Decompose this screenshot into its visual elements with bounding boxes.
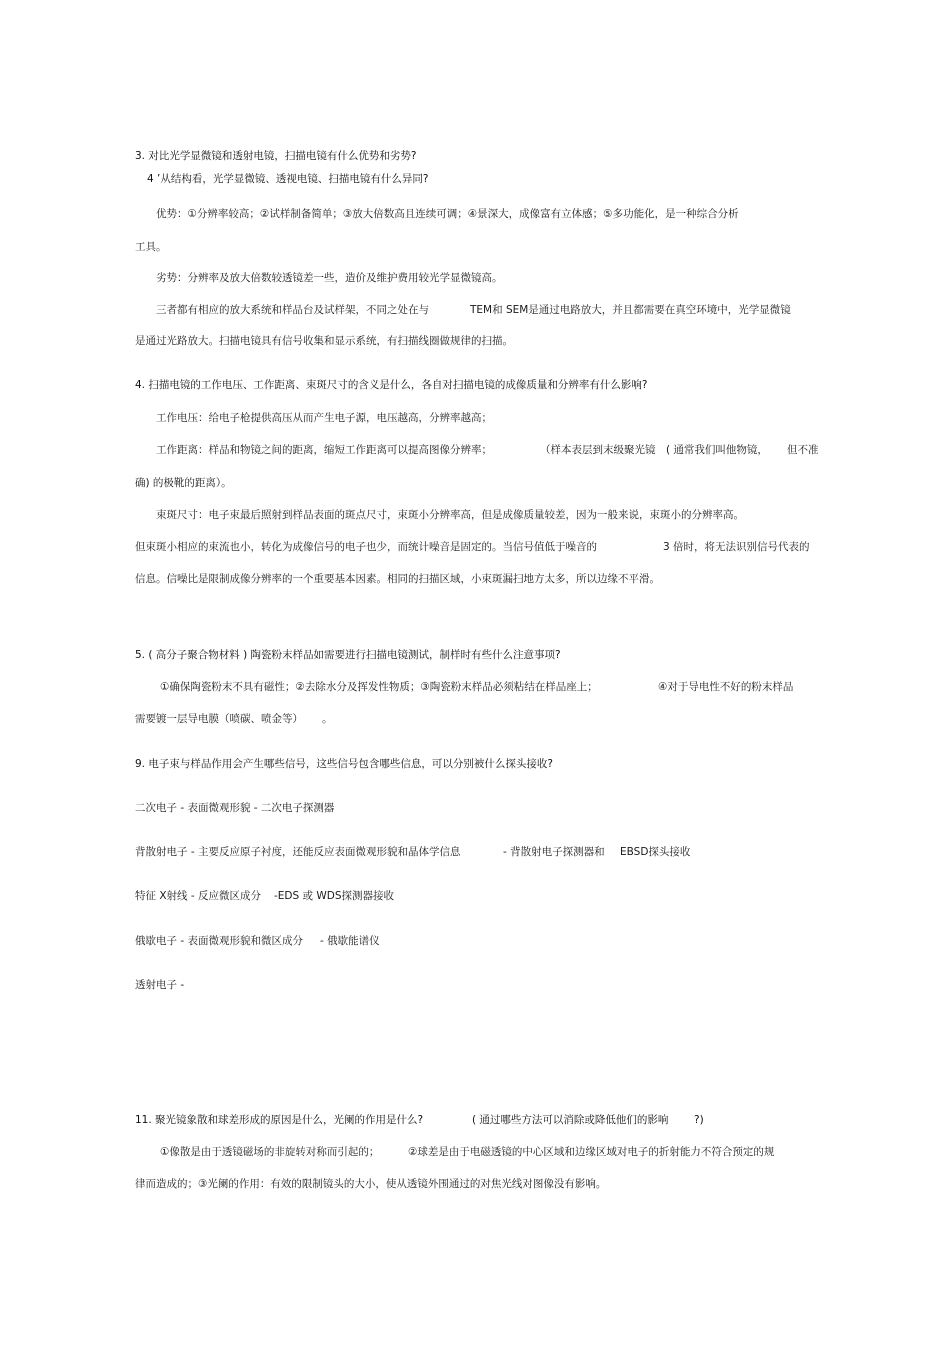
spot-size-line-1: 束斑尺寸：电子束最后照射到样品表面的斑点尺寸，束斑小分辨率高，但是成像质量较差，因为一般来说，束斑小的分辨率高。 [156,509,744,521]
question-9-title: 9. 电子束与样品作用会产生哪些信号，这些信号包含哪些信息，可以分别被什么探头接收? [135,758,553,770]
question-4-title: 4. 扫描电镜的工作电压、工作距离、束斑尺寸的含义是什么，各自对扫描电镜的成像质量和分辨率有什么影响? [135,379,648,391]
secondary-electron-line: 二次电子 - 表面微观形貌 - 二次电子探测器 [135,802,335,814]
disadvantages-line: 劣势：分辨率及放大倍数较透镜差一些，造价及维护费用较光学显微镜高。 [156,272,503,284]
comparison-line-1a: 三者都有相应的放大系统和样品台及试样架，不同之处在与 [156,304,429,316]
question-11-title-b: ( 通过哪些方法可以消除或降低他们的影响 [472,1114,669,1126]
working-distance-line-d: 但不准 [787,444,819,456]
q5-answer-line-1a: ①确保陶瓷粉末不具有磁性；②去除水分及挥发性物质；③陶瓷粉末样品必须粘结在样品座上； [160,681,598,693]
question-3-title: 3. 对比光学显微镜和透射电镜，扫描电镜有什么优势和劣势? [135,150,417,162]
advantages-line-2: 工具。 [135,241,167,253]
working-voltage-line: 工作电压：给电子枪提供高压从而产生电子源，电压越高，分辨率越高； [156,412,492,424]
backscatter-electron-line-a: 背散射电子 - 主要反应原子衬度，还能反应表面微观形貌和晶体学信息 [135,846,461,858]
working-distance-line-2: 确) 的极靴的距离）。 [135,477,232,489]
question-11-title-a: 11. 聚光镜象散和球差形成的原因是什么，光阑的作用是什么? [135,1114,424,1126]
advantages-line-1: 优势：①分辨率较高；②试样制备简单；③放大倍数高且连续可调；④景深大，成像富有立体感；⑤多功能化，是一种综合分析 [156,208,739,220]
characteristic-xray-line-b: -EDS 或 WDS探测器接收 [274,890,394,902]
auger-electron-line-b: - 俄歇能谱仪 [320,935,380,947]
q5-answer-line-2a: 需要镀一层导电膜（喷碳、喷金等） [135,713,303,725]
spot-size-line-3: 信息。信噪比是限制成像分辨率的一个重要基本因素。相同的扫描区域，小束斑漏扫地方太多，所以边缘不平滑。 [135,573,660,585]
backscatter-electron-line-c: EBSD探头接收 [620,846,691,858]
backscatter-electron-line-b: - 背散射电子探测器和 [503,846,605,858]
working-distance-line-a: 工作距离：样品和物镜之间的距离，缩短工作距离可以提高图像分辨率； [156,444,492,456]
question-11-title-c: ?) [694,1114,704,1126]
q5-answer-line-2b: 。 [322,713,333,725]
comparison-line-2: 是通过光路放大。扫描电镜具有信号收集和显示系统，有扫描线圈做规律的扫描。 [135,335,513,347]
question-5-title: 5. ( 高分子聚合物材料 ) 陶瓷粉末样品如需要进行扫描电镜测试，制样时有些什么注意事项? [135,649,561,661]
question-4-structure-title: 4 ’从结构看，光学显微镜、透视电镜、扫描电镜有什么异同? [147,173,429,185]
auger-electron-line-a: 俄歇电子 - 表面微观形貌和微区成分 [135,935,303,947]
spot-size-line-2b: 3 倍时，将无法识别信号代表的 [663,541,810,553]
transmitted-electron-line: 透射电子 - [135,979,185,991]
spot-size-line-2a: 但束斑小相应的束流也小，转化为成像信号的电子也少，而统计噪音是固定的。当信号值低于噪音的 [135,541,597,553]
working-distance-line-b: （样本表层到末级聚光镜 [540,444,656,456]
characteristic-xray-line-a: 特征 X射线 - 反应微区成分 [135,890,261,902]
q11-answer-line-2: 律而造成的；③光阑的作用：有效的限制镜头的大小，使从透镜外围通过的对焦光线对图像没有影响。 [135,1178,607,1190]
q5-answer-line-1b: ④对于导电性不好的粉末样品 [658,681,794,693]
q11-answer-line-1b: ②球差是由于电磁透镜的中心区域和边缘区域对电子的折射能力不符合预定的规 [408,1146,775,1158]
working-distance-line-c: ( 通常我们叫他物镜， [666,444,768,456]
comparison-line-1b: TEM和 SEM是通过电路放大，并且都需要在真空环境中，光学显微镜 [470,304,791,316]
q11-answer-line-1a: ①像散是由于透镜磁场的非旋转对称而引起的； [160,1146,380,1158]
